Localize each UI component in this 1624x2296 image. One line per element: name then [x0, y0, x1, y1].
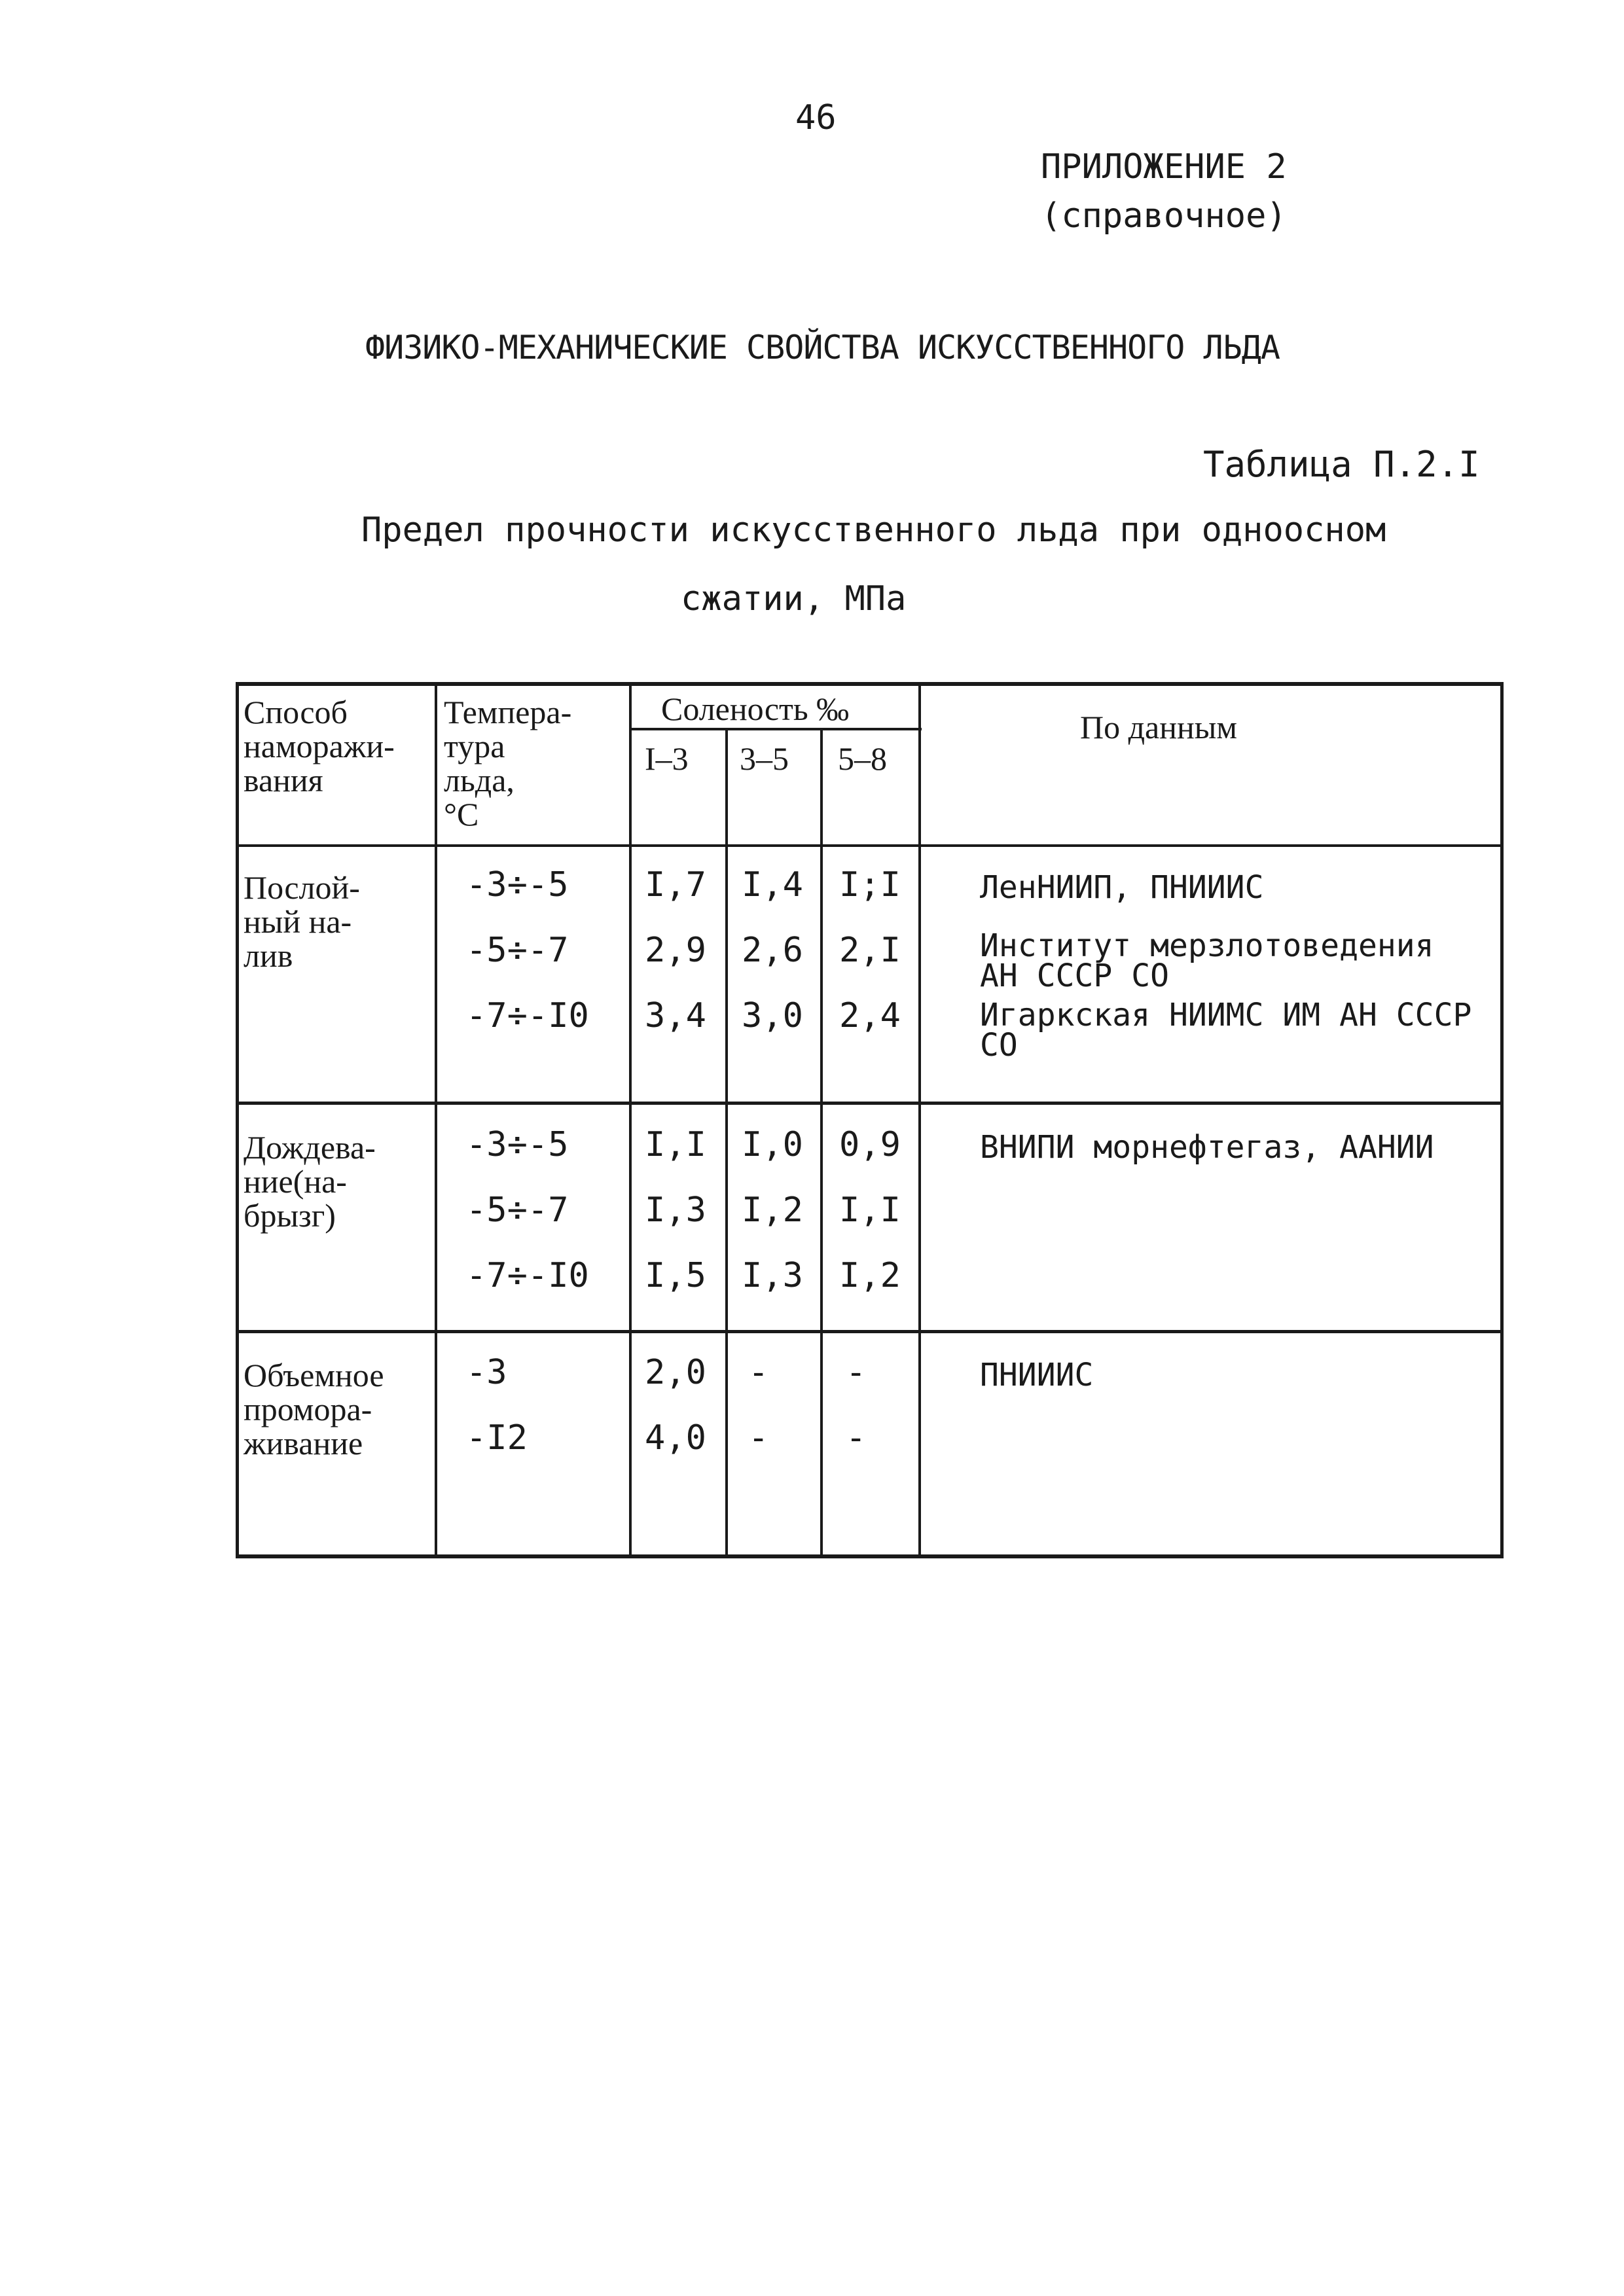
header-salinity-range-2: 3–5	[740, 740, 789, 777]
appendix-label: ПРИЛОЖЕНИЕ 2	[1041, 147, 1287, 187]
column-divider-salinity-1	[725, 728, 728, 1558]
source-cell: Институт мерзлотоведения АН СССР СО	[980, 927, 1434, 994]
value-cell: 2,9	[645, 931, 706, 970]
temperature-cell: -7÷-I0	[466, 1256, 589, 1295]
value-cell: 2,0	[645, 1353, 706, 1392]
table-caption-line-1: Предел прочности искусственного льда при одноосном	[361, 511, 1386, 550]
temperature-cell: -3÷-5	[466, 1125, 569, 1164]
method-cell: Послой- ный на- лив	[244, 869, 360, 974]
header-source: По данным	[1080, 709, 1237, 745]
table-left-border	[236, 682, 239, 1558]
source-cell: ВНИПИ морнефтегаз, ААНИИ	[980, 1129, 1434, 1166]
column-divider-method	[435, 682, 437, 1558]
value-cell: I,3	[645, 1191, 706, 1230]
header-salinity: Соленость ‰	[661, 691, 850, 727]
header-method: Способ наморажи- вания	[244, 694, 395, 798]
group-divider-1	[236, 1102, 1504, 1105]
temperature-cell: -5÷-7	[466, 1191, 569, 1230]
value-cell: 2,4	[839, 996, 901, 1035]
value-cell: I;I	[839, 865, 901, 905]
value-cell: -	[846, 1353, 867, 1392]
header-salinity-range-3: 5–8	[838, 740, 887, 777]
method-cell: Объемное промора- живание	[244, 1357, 384, 1462]
group-divider-2	[236, 1330, 1504, 1333]
value-cell: 0,9	[839, 1125, 901, 1164]
value-cell: -	[748, 1353, 769, 1392]
value-cell: 2,I	[839, 931, 901, 970]
column-divider-salinity-2	[820, 728, 823, 1558]
value-cell: I,5	[645, 1256, 706, 1295]
method-cell: Дождева- ние(на- брызг)	[244, 1129, 376, 1234]
value-cell: I,7	[645, 865, 706, 905]
source-cell: Игаркская НИИМС ИМ АН СССР СО	[980, 997, 1472, 1064]
table-bottom-border	[236, 1554, 1504, 1558]
value-cell: I,4	[742, 865, 803, 905]
appendix-note: (справочное)	[1041, 196, 1287, 236]
value-cell: I,I	[839, 1191, 901, 1230]
source-cell: ЛенНИИП, ПНИИИС	[980, 869, 1264, 906]
value-cell: 3,4	[645, 996, 706, 1035]
value-cell: 4,0	[645, 1418, 706, 1458]
table-number: Таблица П.2.I	[1203, 444, 1480, 485]
temperature-cell: -I2	[466, 1418, 528, 1458]
value-cell: I,0	[742, 1125, 803, 1164]
value-cell: I,2	[742, 1191, 803, 1230]
salinity-header-divider	[632, 728, 922, 730]
value-cell: 3,0	[742, 996, 803, 1035]
value-cell: I,2	[839, 1256, 901, 1295]
temperature-cell: -5÷-7	[466, 931, 569, 970]
temperature-cell: -3÷-5	[466, 865, 569, 905]
value-cell: -	[748, 1418, 769, 1458]
value-cell: -	[846, 1418, 867, 1458]
value-cell: I,3	[742, 1256, 803, 1295]
column-divider-source	[918, 682, 921, 1558]
header-temperature: Темпера- тура льда, °С	[444, 694, 572, 833]
header-salinity-range-1: I–3	[645, 740, 689, 777]
temperature-cell: -7÷-I0	[466, 996, 589, 1035]
source-cell: ПНИИИС	[980, 1357, 1094, 1393]
table-right-border	[1500, 682, 1504, 1558]
page-number: 46	[795, 98, 837, 137]
column-divider-temperature	[629, 682, 632, 1558]
document-title: ФИЗИКО-МЕХАНИЧЕСКИЕ СВОЙСТВА ИСКУССТВЕННОГО ЛЬДА	[365, 329, 1280, 367]
value-cell: 2,6	[742, 931, 803, 970]
table-caption-line-2: сжатии, МПа	[681, 579, 907, 619]
table-top-border	[236, 682, 1504, 686]
header-bottom-border	[236, 844, 1504, 847]
value-cell: I,I	[645, 1125, 706, 1164]
temperature-cell: -3	[466, 1353, 507, 1392]
